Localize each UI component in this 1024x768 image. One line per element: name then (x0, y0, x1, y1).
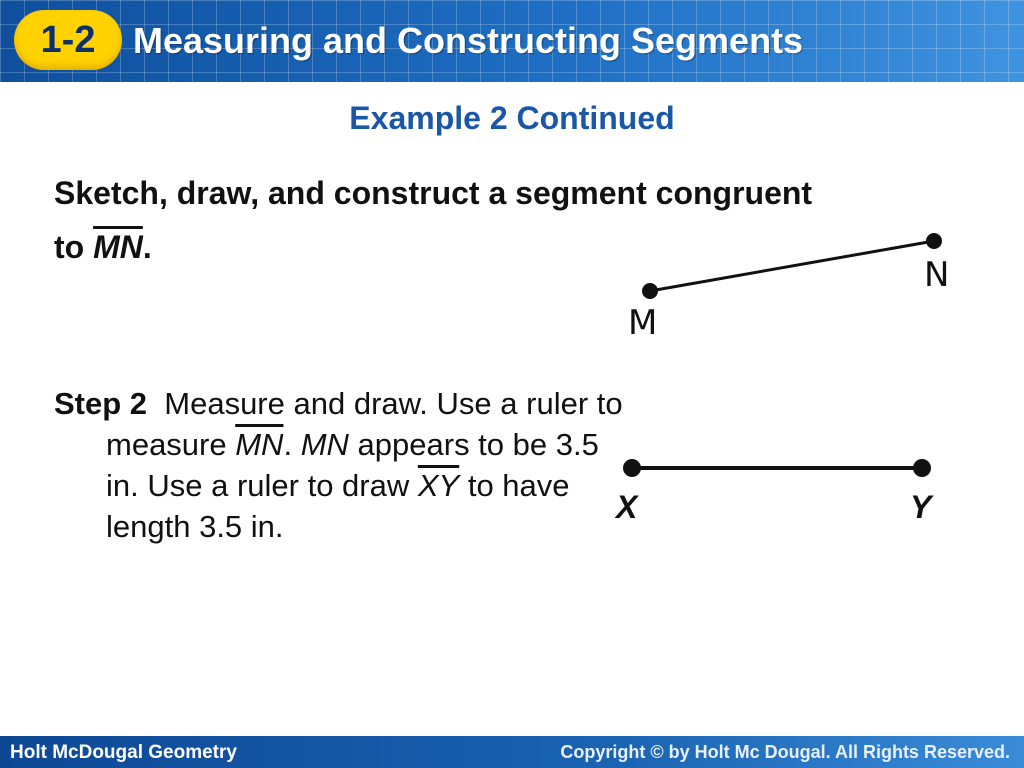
step-line-1: Measure and draw. Use a ruler to measure (106, 386, 623, 462)
segment-mn-line (650, 241, 934, 291)
prompt-end: . (142, 229, 152, 265)
prompt-text: Sketch, draw, and construct a segment congruent to (54, 175, 813, 265)
label-x: X (616, 489, 638, 525)
footer-bar (0, 736, 1024, 768)
label-y: Y (910, 489, 932, 525)
label-n: N (924, 255, 950, 295)
example-subtitle: Example 2 Continued (349, 100, 675, 136)
point-n (926, 233, 942, 249)
point-m (642, 283, 658, 299)
step-segment-mn-2: MN (300, 427, 349, 462)
lesson-badge: 1-2 (14, 10, 122, 70)
step-segment-mn-1: $\overline{MN}$ (235, 427, 284, 462)
prompt-segment-mn: $\overline{MN}$ (93, 229, 143, 265)
footer-copyright: Copyright © by Holt Mc Dougal. All Rights Reserved. (560, 742, 1010, 762)
step-line-3: appears to be 3.5 in. Use a ruler to draw (106, 427, 599, 503)
point-y (913, 459, 931, 477)
label-m: M (628, 303, 658, 343)
step-label: Step 2 (54, 386, 148, 421)
point-x (623, 459, 641, 477)
footer-publisher: Holt McDougal Geometry (10, 742, 237, 763)
lesson-title: Measuring and Constructing Segments (133, 20, 804, 61)
step-period: . (283, 427, 293, 462)
step-line-4: to have length 3.5 in. (106, 468, 570, 544)
step-segment-xy: $\overline{XY}$ (417, 468, 460, 503)
